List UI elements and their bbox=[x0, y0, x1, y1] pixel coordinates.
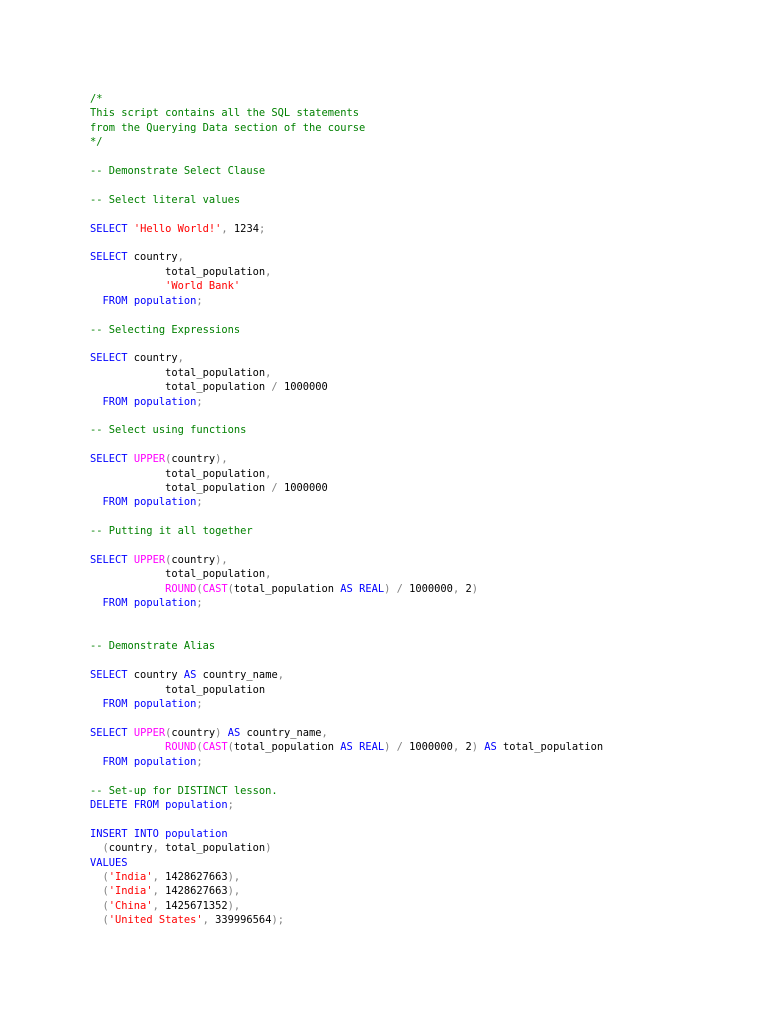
code-line bbox=[90, 639, 750, 653]
code-token-plain: 1234 bbox=[227, 222, 259, 235]
code-token-plain: country bbox=[127, 352, 178, 365]
code-token-plain bbox=[90, 280, 165, 292]
code-token-operator: ; bbox=[196, 597, 203, 610]
code-token-plain: 339996564 bbox=[208, 914, 272, 927]
code-token-operator: ); bbox=[271, 914, 284, 927]
code-token-plain: 2 bbox=[459, 741, 472, 754]
code-line bbox=[90, 178, 750, 192]
code-token-plain: country_name bbox=[240, 726, 322, 739]
code-token-operator: ) bbox=[471, 741, 478, 754]
code-line bbox=[90, 654, 750, 668]
code-line bbox=[90, 294, 750, 308]
code-line bbox=[90, 395, 750, 409]
code-token-function: ROUND bbox=[165, 582, 197, 595]
code-line bbox=[90, 265, 750, 279]
code-token-operator: ; bbox=[227, 798, 234, 811]
code-token-keyword: INSERT bbox=[90, 827, 128, 840]
code-token-operator: ), bbox=[215, 453, 228, 466]
code-line bbox=[90, 625, 750, 639]
code-token-operator: ), bbox=[227, 899, 241, 912]
code-line bbox=[90, 899, 750, 913]
code-token-keyword: population bbox=[133, 496, 197, 509]
code-line bbox=[90, 92, 750, 106]
code-line bbox=[90, 106, 750, 120]
code-token-operator: , bbox=[152, 842, 159, 855]
code-line bbox=[90, 798, 750, 812]
code-token-keyword: SELECT bbox=[90, 251, 128, 264]
code-token-operator: ( bbox=[165, 453, 172, 466]
code-token-operator: ; bbox=[196, 698, 203, 711]
code-token-operator: ( bbox=[165, 726, 172, 739]
code-line bbox=[90, 827, 750, 841]
code-token-operator: ( bbox=[102, 870, 109, 883]
code-token-keyword: SELECT bbox=[90, 669, 128, 682]
code-line bbox=[90, 668, 750, 682]
code-token-keyword: SELECT bbox=[90, 222, 128, 235]
code-token-operator: , bbox=[452, 741, 460, 754]
code-line bbox=[90, 913, 750, 927]
code-token-operator: ) bbox=[471, 582, 478, 595]
code-token-keyword: population bbox=[133, 294, 197, 307]
code-token-plain bbox=[90, 741, 165, 753]
code-line bbox=[90, 323, 750, 337]
code-token-keyword: population bbox=[165, 827, 228, 840]
code-line bbox=[90, 495, 750, 509]
code-token-operator: , bbox=[152, 899, 159, 912]
code-token-keyword: REAL bbox=[359, 582, 385, 595]
code-token-keyword: SELECT bbox=[90, 352, 128, 365]
code-line bbox=[90, 337, 750, 351]
code-token-keyword: FROM bbox=[102, 395, 128, 408]
code-token-operator: , bbox=[177, 251, 184, 264]
code-token-comment: -- Select literal values bbox=[90, 193, 241, 206]
code-token-keyword: INTO bbox=[133, 827, 159, 840]
code-line bbox=[90, 870, 750, 884]
code-token-plain: 1428627663 bbox=[158, 885, 228, 898]
code-token-operator: ( bbox=[102, 842, 109, 855]
code-token-plain bbox=[90, 698, 103, 710]
code-line bbox=[90, 380, 750, 394]
code-line bbox=[90, 193, 750, 207]
code-token-string: 'United States' bbox=[108, 914, 203, 927]
code-token-operator: ( bbox=[227, 741, 234, 754]
code-token-keyword: SELECT bbox=[90, 453, 128, 466]
code-token-function: ROUND bbox=[165, 741, 197, 754]
code-token-operator: , bbox=[277, 669, 284, 682]
code-token-plain: 1000000 bbox=[277, 481, 328, 494]
code-token-plain: 2 bbox=[459, 582, 472, 595]
code-line bbox=[90, 438, 750, 452]
code-token-plain bbox=[90, 914, 103, 926]
code-token-keyword: REAL bbox=[359, 741, 385, 754]
code-token-operator: , bbox=[202, 914, 209, 927]
code-line bbox=[90, 250, 750, 264]
code-token-operator: / bbox=[271, 481, 278, 494]
code-token-operator: ), bbox=[215, 554, 228, 566]
code-token-operator: ) bbox=[265, 842, 272, 855]
code-line bbox=[90, 884, 750, 898]
code-token-function: UPPER bbox=[133, 453, 166, 466]
code-line bbox=[90, 856, 750, 870]
code-token-comment: This script contains all the SQL statements bbox=[90, 107, 359, 120]
code-line bbox=[90, 236, 750, 250]
code-line bbox=[90, 697, 750, 711]
code-token-operator: ; bbox=[196, 294, 203, 307]
code-line bbox=[90, 510, 750, 524]
code-token-plain: 1000000 bbox=[402, 741, 453, 754]
code-token-plain: total_population bbox=[233, 582, 341, 595]
code-token-plain bbox=[90, 885, 103, 897]
code-token-keyword: FROM bbox=[102, 294, 128, 307]
code-line bbox=[90, 452, 750, 466]
code-token-plain: total_population bbox=[158, 842, 266, 855]
code-line bbox=[90, 409, 750, 423]
code-token-plain bbox=[90, 496, 103, 508]
code-token-plain: total_population bbox=[90, 481, 272, 494]
code-line bbox=[90, 740, 750, 754]
code-token-plain: 1425671352 bbox=[158, 899, 228, 912]
code-token-comment: -- Set-up for DISTINCT lesson. bbox=[90, 784, 278, 797]
code-token-plain: total_population bbox=[90, 683, 266, 696]
code-token-plain bbox=[90, 900, 103, 912]
code-line bbox=[90, 711, 750, 725]
code-token-keyword: population bbox=[133, 698, 197, 711]
code-token-plain: total_population bbox=[90, 366, 266, 379]
code-token-operator: , bbox=[265, 366, 272, 379]
code-token-string: 'Hello World!' bbox=[133, 222, 222, 235]
sql-code-listing bbox=[90, 92, 750, 928]
code-line bbox=[90, 423, 750, 437]
code-token-operator: ), bbox=[227, 885, 241, 898]
code-token-operator: , bbox=[321, 726, 328, 739]
code-token-plain: country bbox=[171, 726, 216, 739]
code-token-plain bbox=[90, 756, 103, 768]
code-token-plain bbox=[90, 583, 165, 595]
code-line bbox=[90, 481, 750, 495]
code-line bbox=[90, 539, 750, 553]
code-token-operator: ; bbox=[196, 496, 203, 509]
code-token-function: UPPER bbox=[133, 554, 166, 566]
code-token-operator: , bbox=[265, 568, 272, 581]
code-token-operator: ), bbox=[227, 870, 241, 883]
code-token-keyword: population bbox=[165, 798, 228, 811]
code-token-operator: / bbox=[396, 582, 403, 595]
code-line bbox=[90, 207, 750, 221]
code-token-string: 'India' bbox=[108, 870, 153, 883]
code-line bbox=[90, 222, 750, 236]
code-line bbox=[90, 596, 750, 610]
code-line bbox=[90, 553, 750, 567]
code-token-keyword: FROM bbox=[102, 698, 128, 711]
code-token-keyword: AS bbox=[183, 669, 197, 682]
code-token-operator: ( bbox=[102, 899, 109, 912]
code-token-plain: total_population bbox=[90, 568, 266, 581]
code-token-plain: total_population bbox=[233, 741, 341, 754]
code-line bbox=[90, 784, 750, 798]
code-token-keyword: SELECT bbox=[90, 726, 128, 739]
code-line bbox=[90, 366, 750, 380]
code-token-keyword: AS bbox=[227, 726, 241, 739]
code-token-keyword: population bbox=[133, 395, 197, 408]
code-token-keyword: FROM bbox=[102, 755, 128, 768]
code-line bbox=[90, 279, 750, 293]
code-token-plain bbox=[90, 396, 103, 408]
code-token-plain bbox=[90, 871, 103, 883]
code-token-operator: ( bbox=[102, 914, 109, 927]
code-token-operator: , bbox=[452, 582, 460, 595]
code-token-plain: total_population bbox=[90, 265, 266, 278]
code-token-operator: ) bbox=[384, 741, 391, 754]
code-token-function: UPPER bbox=[133, 726, 166, 739]
code-token-operator: ; bbox=[196, 755, 203, 768]
code-token-operator: , bbox=[265, 467, 272, 480]
code-token-plain: country_name bbox=[196, 669, 278, 682]
code-line bbox=[90, 135, 750, 149]
code-line bbox=[90, 582, 750, 596]
code-token-function: CAST bbox=[202, 741, 228, 754]
code-token-plain: 1428627663 bbox=[158, 870, 228, 883]
code-token-comment: /* bbox=[90, 93, 103, 105]
code-line bbox=[90, 121, 750, 135]
code-token-operator: , bbox=[265, 265, 272, 278]
code-token-comment: -- Selecting Expressions bbox=[90, 323, 241, 336]
code-token-comment: -- Putting it all together bbox=[90, 525, 253, 538]
code-token-plain: country bbox=[127, 251, 178, 264]
code-line bbox=[90, 726, 750, 740]
code-line bbox=[90, 308, 750, 322]
code-token-plain: total_population bbox=[90, 381, 272, 394]
code-token-keyword: AS bbox=[340, 582, 353, 595]
code-token-plain: country bbox=[127, 669, 184, 682]
code-token-operator: / bbox=[396, 741, 403, 754]
code-token-plain: country bbox=[171, 453, 216, 466]
code-token-plain: total_population bbox=[496, 741, 604, 754]
code-token-string: 'India' bbox=[108, 885, 153, 898]
code-token-operator: / bbox=[271, 381, 278, 394]
code-token-plain bbox=[90, 295, 103, 307]
code-line bbox=[90, 769, 750, 783]
code-token-comment: -- Demonstrate Select Clause bbox=[90, 165, 266, 178]
code-line bbox=[90, 524, 750, 538]
code-token-plain bbox=[90, 597, 103, 609]
code-token-comment: -- Demonstrate Alias bbox=[90, 640, 216, 653]
code-token-plain: 1000000 bbox=[402, 582, 453, 595]
code-line bbox=[90, 164, 750, 178]
code-line bbox=[90, 683, 750, 697]
code-token-operator: , bbox=[152, 885, 159, 898]
code-line bbox=[90, 150, 750, 164]
code-token-operator: , bbox=[221, 222, 228, 235]
code-token-operator: ) bbox=[215, 726, 222, 739]
code-token-comment: */ bbox=[90, 136, 103, 149]
code-line bbox=[90, 351, 750, 365]
code-line bbox=[90, 467, 750, 481]
code-token-plain: total_population bbox=[90, 467, 266, 480]
code-token-keyword: population bbox=[133, 755, 197, 768]
code-token-operator: ( bbox=[227, 582, 234, 595]
code-token-keyword: FROM bbox=[102, 496, 128, 509]
code-token-operator: ( bbox=[196, 582, 203, 595]
code-token-keyword: population bbox=[133, 597, 197, 610]
code-line bbox=[90, 755, 750, 769]
code-token-plain: country bbox=[108, 842, 153, 855]
code-token-keyword: AS bbox=[340, 741, 353, 754]
code-token-operator: ) bbox=[384, 582, 391, 595]
code-token-plain bbox=[90, 842, 103, 854]
code-line bbox=[90, 841, 750, 855]
code-line bbox=[90, 567, 750, 581]
code-token-operator: , bbox=[177, 352, 184, 365]
code-token-plain: 1000000 bbox=[277, 381, 328, 394]
code-token-comment: -- Select using functions bbox=[90, 424, 247, 437]
code-token-keyword: FROM bbox=[102, 597, 128, 610]
code-token-operator: , bbox=[152, 870, 159, 883]
code-token-function: CAST bbox=[202, 582, 228, 595]
code-token-operator: ; bbox=[196, 395, 203, 408]
code-token-keyword: AS bbox=[484, 741, 497, 754]
code-token-keyword: DELETE bbox=[90, 798, 128, 811]
code-token-string: 'World Bank' bbox=[165, 280, 241, 293]
code-token-operator: ; bbox=[258, 222, 266, 235]
code-token-plain: country bbox=[171, 554, 216, 566]
code-token-keyword: VALUES bbox=[90, 856, 128, 869]
code-token-operator: ( bbox=[102, 885, 109, 898]
code-line bbox=[90, 812, 750, 826]
code-token-string: 'China' bbox=[108, 899, 153, 912]
code-line bbox=[90, 611, 750, 625]
code-token-keyword: FROM bbox=[133, 798, 159, 811]
code-token-operator: ( bbox=[165, 554, 172, 566]
code-token-comment: from the Querying Data section of the course bbox=[90, 121, 366, 134]
code-token-keyword: SELECT bbox=[90, 554, 128, 566]
code-token-operator: ( bbox=[196, 741, 203, 754]
